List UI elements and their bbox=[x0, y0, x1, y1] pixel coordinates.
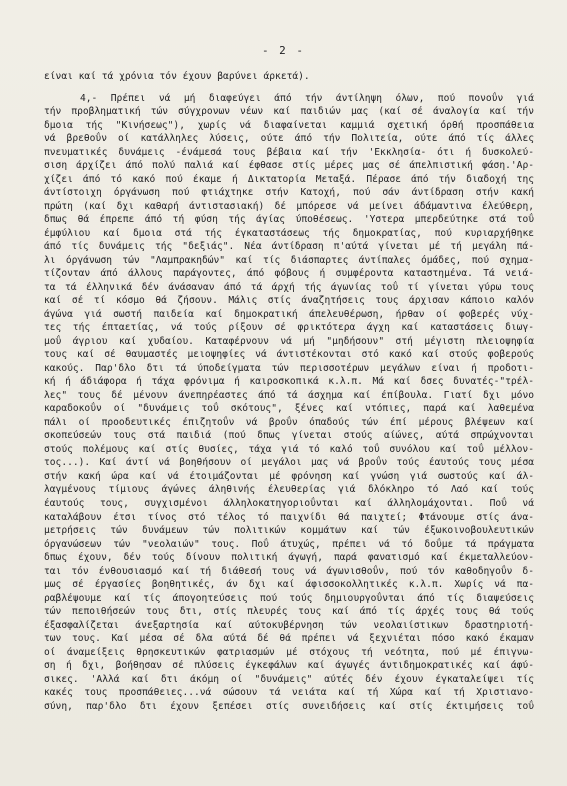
text-line: πρώτη (καί δχι καθαρή άντιστασιακή) δέ μπόρεσε νά μείνει άδάμαντινα έλεύθερη, bbox=[44, 200, 534, 212]
text-line: στήν κακή ώρα καί νά έτοιμάζονται μέ φρόνηση καί γνώση γιά σωστούς καί άλ- bbox=[44, 470, 534, 482]
text-line: έμφύλιου καί δμοια στά τής έγκαταστάσεως τής δημοκρατίας, πού κυριαρχήθηκε bbox=[44, 227, 534, 239]
text-line: νά βρεθοΰν οί κατάλληλες λύσεις, ούτε άπό τήν Πολιτεία, ούτε άπό τίς άλλες bbox=[44, 133, 534, 145]
text-line: σιση άρχίζει άπό πολύ παλιά καί έφθασε στίς μέρες μας σέ άπελπιστική φάση.'Αρ- bbox=[44, 160, 534, 172]
text-line: είναι καί τά χρόνια τόν έχουν βαρύνει άρκετά). bbox=[44, 71, 310, 82]
text-line: κακούς. Παρ'δλο δτι τά ύποδείγματα τών περισσοτέρων μεγάλων είναι ή προδοτι- bbox=[44, 362, 534, 374]
text-line: σικες. 'Αλλά καί δτι άκόμη οί "δυνάμεις" αύτές δέν έχουν έγκαταλείψει τίς bbox=[44, 673, 534, 685]
text-line: σκοπεύσεών τους στά παιδιά (πού δπως γίνεται στούς αίώνες, αύτά σπρώχνονται bbox=[44, 430, 534, 442]
page-number: - 2 - bbox=[261, 44, 306, 57]
body-text bbox=[44, 70, 534, 713]
text-line: πάλι οί προοδευτικές έπιζητοΰν νά βροΰν όπαδούς τών έπί μέρους βλέψεων καί bbox=[44, 416, 534, 428]
text-line: καραδοκοΰν οί "δυνάμεις τοΰ σκότους", ξένες καί ντόπιες, παρά καί λαθεμένα bbox=[44, 403, 534, 415]
text-line: άντίστοιχη όργάνωση πού φτιάχτηκε στήν Κατοχή, πού σάν άντίδραση στήν κακή bbox=[44, 187, 534, 199]
text-line: όργανώσεων τών "νεολαιών" τους. Ποΰ άτυχώς, πρέπει νά τό δοΰμε τά πράγματα bbox=[44, 538, 534, 550]
text-line: άπό τίς δυνάμεις τής "δεξιάς". Νέα άντίδραση π'αύτά γίνεται μέ τή μεγάλη πά- bbox=[44, 241, 534, 253]
text-line: στούς πολέμους καί στίς θυσίες, τάχα γιά τό καλό τοΰ συνόλου καί τοΰ μέλλον- bbox=[44, 443, 534, 455]
text-line: κακές τους προσπάθειες...νά σώσουν τά νειάτα καί τή Χώρα καί τή Χριστιανο- bbox=[44, 687, 534, 699]
text-line: μετρήσεις τών δυνάμεων τών πολιτικών κομμάτων καί τών έξωκοινοβουλευτικών bbox=[44, 525, 534, 537]
text-line: σύνη, παρ'δλο δτι έχουν ξεπέσει στίς συνειδήσεις καί στίς έκτιμήσεις τοΰ bbox=[44, 700, 534, 712]
text-line: τος...). Καί άντί νά βοηθήσουν οί μεγάλοι μας νά βροΰν τούς έαυτούς τους μέσα bbox=[44, 457, 534, 469]
text-line: δπως έχουν, δέν τούς δίνουν πολιτική άγωγή, παρά φανατισμό καί έκμεταλλεύον- bbox=[44, 552, 534, 564]
text-line: 4,- Πρέπει νά μή διαφεύγει άπό τήν άντίληψη όλων, πού πονοΰν γιά bbox=[80, 92, 534, 104]
text-line: ται τόν ένθουσιασμό καί τή διάθεσή τους νά άγωνισθοΰν, πού τόν καθοδηγοΰν δ- bbox=[44, 565, 534, 577]
text-line: ση ή δχι, βοήθησαν σέ πλύσεις έγκεφάλων καί άγωγές άντιδημοκρατικές καί άφύ- bbox=[44, 660, 534, 672]
text-line: έαυτούς τους, συγχισμένοι άλληλοκατηγοριοΰνται καί άλληλομάχονται. Ποΰ νά bbox=[44, 497, 534, 509]
text-line: ραβλέψουμε καί τίς άπογοητεύσεις πού τούς δημιουργοΰνται άπό τίς διαψεύσεις bbox=[44, 592, 534, 604]
text-line: των τους. Καί μέσα σέ δλα αύτά δέ θά πρέπει νά ξεχνιέται πόσο κακό έκαμαν bbox=[44, 633, 534, 645]
text-line: τών πεποιθήσεών τους δτι, στίς πλευρές τους καί άπό τίς άρχές τους θά τούς bbox=[44, 606, 534, 618]
text-line: λες" τους δέ μένουν άνεπηρέαστες άπό τά άσχημα καί έπίβουλα. Γιατί δχι μόνο bbox=[44, 389, 534, 401]
text-line: χίζει άπό τό κακό πού έκαμε ή Δικτατορία Μεταξά. Πέρασε άπό τήν διαδοχή της bbox=[44, 173, 534, 185]
text-line: καταλάβουν έτσι τίνος στό τέλος τό παιχνίδι θά παιχτεί; Φτάνουμε στίς άνα- bbox=[44, 511, 534, 523]
text-line: τίζονταν άπό άλλους παράγοντες, άπό φόβους ή συμφέροντα καταστημένα. Τά νειά- bbox=[44, 268, 534, 280]
text-line: λι όργάνωση τών "Λαμπρακηδών" καί τίς διάσπαρτες άντίπαλες όμάδες, πού σχημα- bbox=[44, 254, 534, 266]
text-line: δπως θά έπρεπε άπό τή φύση τής άγίας ύποθέσεως. 'Υστερα μπερδεύτηκε στά τοΰ bbox=[44, 214, 534, 226]
text-line: έξασφαλίζεται άνεξαρτησία καί αύτοκυβέρνηση τών νεολαιίστικων δραστηριοτή- bbox=[44, 619, 534, 631]
text-line: οί άναμείξεις θρησκευτικών φατριασμών μέ στόχους τή νεότητα, πού μέ έπιγνω- bbox=[44, 646, 534, 658]
text-line: μοΰ άγριου καί χυδαίου. Καταφέρνουν νά μή "μηδήσουν" στή μέγιστη πλειοψηφία bbox=[44, 335, 534, 347]
text-line: άγώνα γιά σωστή παιδεία καί δημοκρατική άπελευθέρωση, ήρθαν οί φοβερές νύχ- bbox=[44, 308, 534, 320]
text-line: τήν προβληματική τών σύγχρονων νέων καί παιδιών μας (καί σέ άναλογία καί τήν bbox=[44, 106, 534, 118]
paragraph-gap bbox=[44, 84, 534, 92]
text-line: πνευματικές δυνάμεις -ένάμεσά τους βέβαια καί τήν 'Εκκλησία- ότι ή δυσκολεύ- bbox=[44, 146, 534, 158]
text-line: λαγμένους τίμιους άγώνες άληθινής έλευθερίας γιά δλόκληρο τό Λαό καί τούς bbox=[44, 484, 534, 496]
text-line: καί σέ τί κόσμο θά ζήσουν. Μάλις στίς άναζητήσεις τους άρχισαν κάποιο καλόν bbox=[44, 295, 534, 307]
text-line: τες τής έπταετίας, νά τούς ρίξουν σέ φρικτότερα άγχη καί καταστάσεις διωγ- bbox=[44, 322, 534, 334]
text-line: κή ή άδιάφορα ή τάχα φρόνιμα ή καιροσκοπικά κ.λ.π. Μά καί δσες δυνατές-"τρέλ- bbox=[44, 376, 534, 388]
text-line: δμοια τής "Κινήσεως"), χωρίς νά διαφαίνεται καμμιά σχετική όρθή προσπάθεια bbox=[44, 119, 534, 131]
text-line: τους καί σέ θαυμαστές μειοψηφίες νά άντιστέκονται στό κακό καί στούς φοβερούς bbox=[44, 349, 534, 361]
text-line: μως σέ έργασίες βοηθητικές, άν δχι καί άφισσοκολλητικές κ.λ.π. Χωρίς νά πα- bbox=[44, 579, 534, 591]
text-line: τα τά έλληνικά δέν άνάσαναν άπό τά άρχή τής άγωνίας τοΰ τί γίνεται γύρω τους bbox=[44, 281, 534, 293]
